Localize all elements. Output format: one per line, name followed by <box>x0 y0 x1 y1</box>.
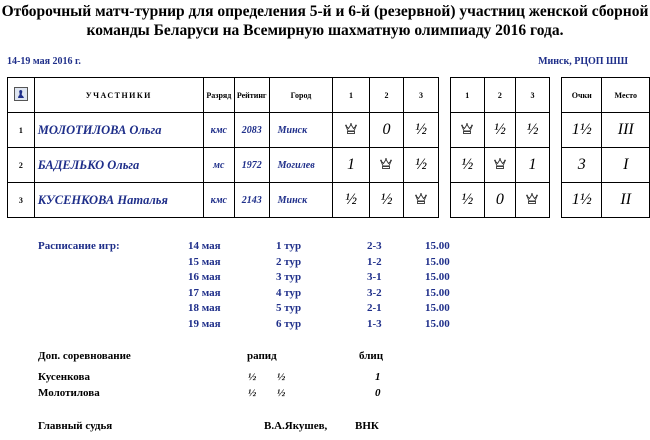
self-cell <box>369 148 404 183</box>
extra-rapid-game-2: ½ <box>277 387 286 399</box>
crosstable <box>7 77 650 218</box>
schedule-item <box>0 256 650 271</box>
schedule-date: 18 мая <box>188 302 221 314</box>
schedule-time: 15.00 <box>425 240 450 252</box>
game-result: 0 <box>485 183 516 218</box>
table-row <box>8 148 650 183</box>
player-points: 3 <box>561 148 602 183</box>
schedule-item <box>0 318 650 333</box>
schedule-round: 5 тур <box>276 302 302 314</box>
player-rating: 2143 <box>234 183 269 218</box>
game-result: ½ <box>404 148 439 183</box>
pawn-icon-cell <box>8 78 35 113</box>
game-result: ½ <box>450 148 485 183</box>
col-round-3: 3 <box>404 78 439 113</box>
extra-label: Доп. соревнование <box>38 350 131 362</box>
schedule-round: 1 тур <box>276 240 302 252</box>
schedule-date: 16 мая <box>188 271 221 283</box>
player-rank: кмс <box>203 113 234 148</box>
schedule-pairing: 1-2 <box>367 255 382 268</box>
col-city: Город <box>269 78 333 113</box>
col-round-5: 2 <box>485 78 516 113</box>
player-rank: кмс <box>203 183 234 218</box>
player-rating: 1972 <box>234 148 269 183</box>
col-place: Место <box>602 78 650 113</box>
col-round-4: 1 <box>450 78 485 113</box>
row-number: 3 <box>8 183 35 218</box>
player-points: 1½ <box>561 183 602 218</box>
player-rank: мс <box>203 148 234 183</box>
tournament-venue: Минск, РЦОП ШШ <box>538 56 628 67</box>
self-cell <box>450 113 485 148</box>
col-round-2: 2 <box>369 78 404 113</box>
player-city: Минск <box>269 183 333 218</box>
extra-rapid-game-1: ½ <box>248 387 257 399</box>
schedule-label: Расписание игр: <box>38 240 120 252</box>
queen-icon <box>525 191 539 205</box>
extra-blitz-label: блиц <box>359 350 384 362</box>
player-place: II <box>602 183 650 218</box>
player-rating: 2083 <box>234 113 269 148</box>
queen-icon <box>379 156 393 170</box>
player-place: I <box>602 148 650 183</box>
spacer <box>550 183 562 218</box>
table-row <box>8 183 650 218</box>
player-points: 1½ <box>561 113 602 148</box>
queen-icon <box>493 156 507 170</box>
extra-blitz-result: 1 <box>375 371 381 383</box>
extra-player-name: Кусенкова <box>38 371 90 383</box>
spacer <box>550 78 562 113</box>
judge-category: ВНК <box>355 420 379 432</box>
extra-rapid-game-2: ½ <box>277 371 286 383</box>
schedule-time: 15.00 <box>425 255 450 268</box>
queen-icon <box>414 191 428 205</box>
player-name: КУСЕНКОВА Наталья <box>34 183 203 218</box>
schedule-item <box>0 302 650 317</box>
spacer <box>438 113 450 148</box>
spacer <box>438 183 450 218</box>
schedule-date: 19 мая <box>188 317 221 330</box>
col-rating: Рейтинг <box>234 78 269 113</box>
queen-icon <box>344 121 358 135</box>
game-result: ½ <box>450 183 485 218</box>
schedule-item <box>0 287 650 302</box>
schedule-round: 3 тур <box>276 271 302 283</box>
player-city: Могилев <box>269 148 333 183</box>
tournament-dates: 14-19 мая 2016 г. <box>7 56 81 67</box>
pawn-icon <box>14 87 28 101</box>
extra-player-name: Молотилова <box>38 387 100 399</box>
game-result: 1 <box>333 148 369 183</box>
extra-blitz-result: 0 <box>375 387 381 399</box>
self-cell <box>485 148 516 183</box>
queen-icon <box>460 121 474 135</box>
schedule-round: 6 тур <box>276 317 302 330</box>
row-number: 2 <box>8 148 35 183</box>
schedule-pairing: 3-2 <box>367 286 382 299</box>
spacer <box>550 148 562 183</box>
table-row <box>8 113 650 148</box>
judge-name: В.А.Якушев, <box>264 420 328 432</box>
extra-rapid-label: рапид <box>247 350 277 362</box>
schedule-round: 4 тур <box>276 286 302 299</box>
spacer <box>438 148 450 183</box>
extra-rapid-game-1: ½ <box>248 371 257 383</box>
game-result: 1 <box>515 148 550 183</box>
game-result: 0 <box>369 113 404 148</box>
game-result: ½ <box>369 183 404 218</box>
player-name: МОЛОТИЛОВА Ольга <box>34 113 203 148</box>
col-points: Очки <box>561 78 602 113</box>
row-number: 1 <box>8 113 35 148</box>
col-round-6: 3 <box>515 78 550 113</box>
game-result: ½ <box>515 113 550 148</box>
schedule-date: 15 мая <box>188 255 221 268</box>
player-place: III <box>602 113 650 148</box>
self-cell <box>515 183 550 218</box>
page-title <box>0 2 650 40</box>
schedule-time: 15.00 <box>425 317 450 330</box>
schedule-pairing: 3-1 <box>367 271 382 283</box>
header-row <box>8 78 650 113</box>
schedule-time: 15.00 <box>425 271 450 283</box>
title-line-2: команды Беларуси на Всемирную шахматную олимпиаду 2016 года. <box>86 22 564 39</box>
judge-label: Главный судья <box>38 420 113 432</box>
game-result: ½ <box>485 113 516 148</box>
schedule-pairing: 2-3 <box>367 240 382 252</box>
spacer <box>438 78 450 113</box>
schedule-date: 17 мая <box>188 286 221 299</box>
schedule-pairing: 1-3 <box>367 317 382 330</box>
col-rank: Разряд <box>203 78 234 113</box>
schedule-item <box>0 271 650 286</box>
game-result: ½ <box>333 183 369 218</box>
game-result: ½ <box>404 113 439 148</box>
self-cell <box>333 113 369 148</box>
schedule-time: 15.00 <box>425 286 450 299</box>
title-line-1: Отборочный матч-турнир для определения 5-й и 6-й (резервной) участниц женской сборной <box>1 3 649 20</box>
col-round-1: 1 <box>333 78 369 113</box>
schedule-round: 2 тур <box>276 255 302 268</box>
schedule-pairing: 2-1 <box>367 302 382 314</box>
schedule-date: 14 мая <box>188 240 221 252</box>
schedule-time: 15.00 <box>425 302 450 314</box>
player-city: Минск <box>269 113 333 148</box>
col-participants: УЧАСТНИКИ <box>34 78 203 113</box>
schedule-item <box>0 240 650 255</box>
player-name: БАДЕЛЬКО Ольга <box>34 148 203 183</box>
self-cell <box>404 183 439 218</box>
spacer <box>550 113 562 148</box>
